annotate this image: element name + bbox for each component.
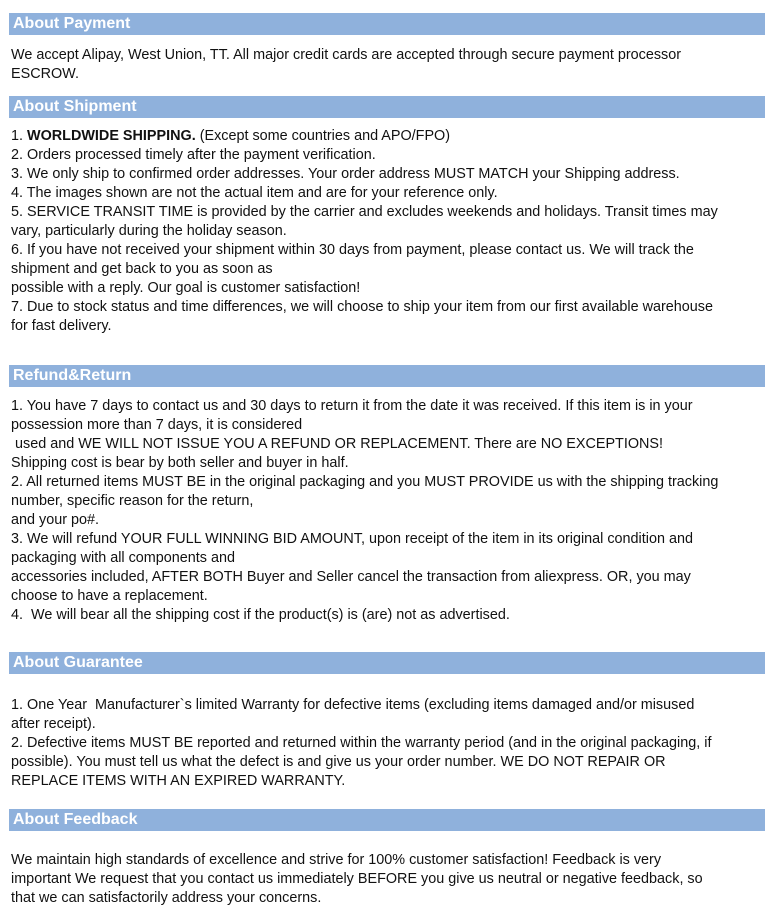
section-header-feedback: About Feedback: [9, 809, 765, 831]
text-line: 4. The images shown are not the actual item and are for your reference only.: [11, 185, 498, 201]
worldwide-shipping-emphasis: WORLDWIDE SHIPPING.: [27, 128, 196, 144]
text-line: 1. One Year Manufacturer`s limited Warranty for defective items (excluding items damaged and/or misused: [11, 697, 695, 713]
text-line: 7. Due to stock status and time differences, we will choose to ship your item from our first available warehouse: [11, 299, 714, 315]
text-line: that we can satisfactorily address your concerns.: [11, 890, 322, 906]
text-line: vary, particularly during the holiday season.: [11, 223, 287, 239]
text-line: 3. We will refund YOUR FULL WINNING BID AMOUNT, upon receipt of the item in its original condition and: [11, 531, 693, 547]
text-line: used and WE WILL NOT ISSUE YOU A REFUND OR REPLACEMENT. There are NO EXCEPTIONS!: [11, 436, 664, 452]
text-line: for fast delivery.: [11, 318, 112, 334]
text-line: 2. Orders processed timely after the payment verification.: [11, 147, 376, 163]
text-line: choose to have a replacement.: [11, 588, 208, 604]
text-line: 4. We will bear all the shipping cost if the product(s) is (are) not as advertised.: [11, 607, 510, 623]
text-line: possible). You must tell us what the defect is and give us your order number. WE DO NOT REPAIR OR: [11, 754, 666, 770]
text-line: We maintain high standards of excellence and strive for 100% customer satisfaction! Feedback is very: [11, 852, 662, 868]
text-line: We accept Alipay, West Union, TT. All major credit cards are accepted through secure payment processor: [11, 47, 682, 63]
text-line: 5. SERVICE TRANSIT TIME is provided by the carrier and excludes weekends and holidays. Transit times may: [11, 204, 718, 220]
text-line: packaging with all components and: [11, 550, 235, 566]
text-line: 2. All returned items MUST BE in the original packaging and you MUST PROVIDE us with the shipping tracking: [11, 474, 719, 490]
text-line: possession more than 7 days, it is considered: [11, 417, 303, 433]
refund-return-text: [11, 397, 768, 625]
text-line: and your po#.: [11, 512, 100, 528]
text-line: Shipping cost is bear by both seller and buyer in half.: [11, 455, 349, 471]
text-line: possible with a reply. Our goal is customer satisfaction!: [11, 280, 361, 296]
shipment-line-1: 1. WORLDWIDE SHIPPING. (Except some countries and APO/FPO): [11, 128, 451, 144]
text-line: number, specific reason for the return,: [11, 493, 254, 509]
text-line: REPLACE ITEMS WITH AN EXPIRED WARRANTY.: [11, 773, 346, 789]
text-line: shipment and get back to you as soon as: [11, 261, 273, 277]
text-line: 1. You have 7 days to contact us and 30 days to return it from the date it was received. If this item is in your: [11, 398, 693, 414]
text-line: 3. We only ship to confirmed order addresses. Your order address MUST MATCH your Shipping address.: [11, 166, 680, 182]
text-line: 6. If you have not received your shipment within 30 days from payment, please contact us. We will track the: [11, 242, 694, 258]
text-line: ESCROW.: [11, 66, 79, 82]
text-line: after receipt).: [11, 716, 96, 732]
text-line: accessories included, AFTER BOTH Buyer and Seller cancel the transaction from aliexpress. OR, you may: [11, 569, 691, 585]
section-header-refund-return: Refund&Return: [9, 365, 765, 387]
guarantee-text: [11, 696, 768, 791]
section-header-guarantee: About Guarantee: [9, 652, 765, 674]
payment-text: [11, 46, 768, 84]
section-header-shipment: About Shipment: [9, 96, 765, 118]
shipment-text: [11, 127, 768, 336]
feedback-text: [11, 851, 768, 908]
section-header-payment: About Payment: [9, 13, 765, 35]
text-line: important We request that you contact us immediately BEFORE you give us neutral or negative feedback, so: [11, 871, 703, 887]
text-line: 2. Defective items MUST BE reported and returned within the warranty period (and in the original packaging, if: [11, 735, 712, 751]
